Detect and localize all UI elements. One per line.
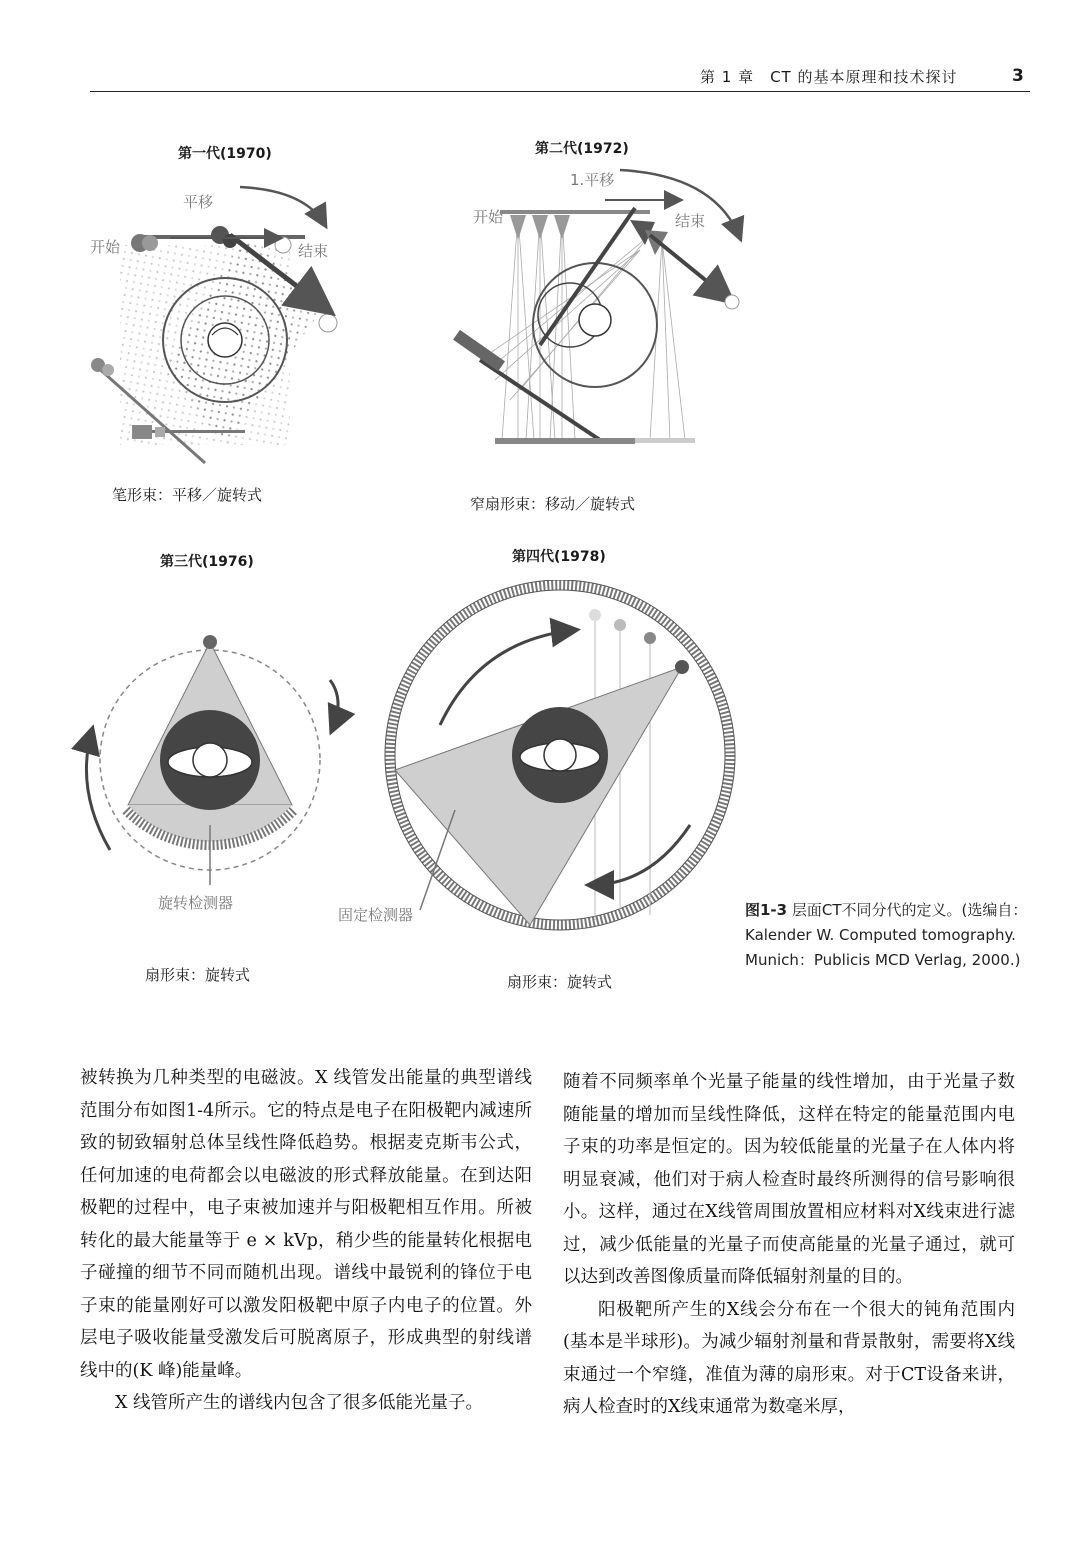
gen3-diagram [70, 620, 360, 920]
figure-caption-text: 层面CT不同分代的定义。(选编自：Kalender W. Computed tomography. Munich：Publicis MCD Verlag, 2000.) [745, 901, 1028, 969]
gen4-diagram [330, 580, 750, 940]
gen3-title: 第三代(1976) [160, 554, 254, 570]
gen2-translate-label: 1.平移 [570, 171, 615, 189]
gen4-title: 第四代(1978) [512, 549, 606, 565]
gen2-start-label: 开始 [473, 208, 504, 226]
gen4-caption: 扇形束：旋转式 [507, 973, 613, 991]
gen1-caption: 笔形束：平移／旋转式 [112, 486, 263, 504]
gen2-end-label: 结束 [675, 212, 706, 230]
gen1-end-label: 结束 [298, 242, 329, 260]
gen3-detector-label: 旋转检测器 [158, 894, 234, 912]
body-right-column [563, 1066, 1015, 1424]
body-paragraph: X 线管所产生的谱线内包含了很多低能光量子。 [115, 1393, 484, 1413]
gen3-caption: 扇形束：旋转式 [145, 966, 251, 984]
body-left-column [80, 1062, 532, 1420]
gen1-title: 第一代(1970) [178, 146, 272, 162]
running-head: 第 1 章 CT 的基本原理和技术探讨 [700, 68, 958, 86]
page-number: 3 [1012, 66, 1024, 86]
header-rule [90, 91, 1030, 92]
gen1-translate-label: 平移 [183, 193, 214, 211]
gen1-diagram [80, 165, 380, 465]
gen1-start-label: 开始 [90, 238, 121, 256]
gen4-detector-label: 固定检测器 [338, 906, 414, 924]
body-paragraph: 随着不同频率单个光量子能量的线性增加，由于光量子数随能量的增加而呈线性降低，这样在特定的能量范围内电子束的功率是恒定的。因为较低能量的光量子在人体内将明显衰减，他们对于病人检查时最终所测得的信号影响很小。这样，通过在X线管周围放置相应材料对X线束进行滤过，减少低能量的光量子而使高能量的光量子通过，就可以达到改善图像质量而降低辐射剂量的目的。 [563, 1072, 1015, 1287]
gen2-diagram [440, 160, 760, 460]
gen2-caption: 窄扇形束：移动／旋转式 [470, 495, 636, 513]
gen2-title: 第二代(1972) [535, 141, 629, 157]
body-paragraph: 被转换为几种类型的电磁波。X 线管发出能量的典型谱线范围分布如图1-4所示。它的特点是电子在阳极靶内减速所致的韧致辐射总体呈线性降低趋势。根据麦克斯韦公式，任何加速的电荷都会以电磁波的形式释放能量。在到达阳极靶的过程中，电子束被加速并与阳极靶相互作用。所被转化的最大能量等于 e × kVp，稍少些的能量转化根据电子碰撞的细节不同而随机出现。谱线中最锐利的锋位于电子束的能量刚好可以激发阳极靶中原子内电子的位置。外层电子吸收能量受激发后可脱离原子，形成典型的射线谱线中的(K 峰)能量峰。 [80, 1068, 532, 1381]
body-paragraph: 阳极靶所产生的X线会分布在一个很大的钝角范围内(基本是半球形)。为减少辐射剂量和背景散射，需要将X线束通过一个窄缝，准值为薄的扇形束。对于CT设备来讲，病人检查时的X线束通常为数毫米厚， [563, 1299, 1015, 1417]
figure-number: 图1-3 [745, 901, 788, 919]
figure-caption [745, 898, 1030, 973]
